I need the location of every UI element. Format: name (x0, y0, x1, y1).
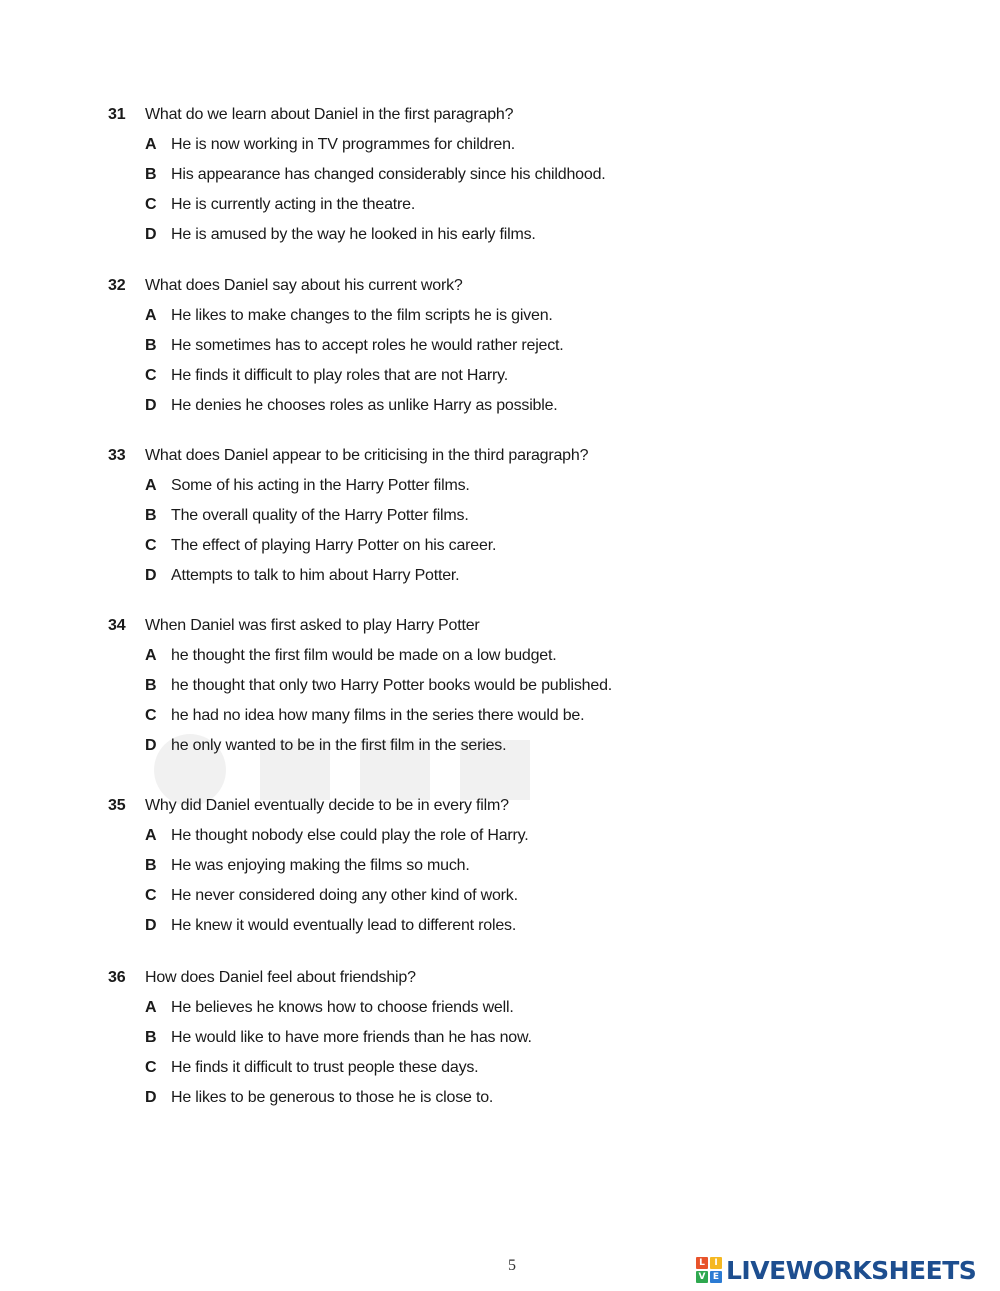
option-text: Some of his acting in the Harry Potter films. (171, 477, 470, 494)
option-text: The overall quality of the Harry Potter films. (171, 507, 469, 524)
option-text: He is amused by the way he looked in his early films. (171, 226, 536, 243)
option-b[interactable] (108, 166, 868, 196)
question-text: What does Daniel say about his current work? (145, 277, 463, 294)
option-c[interactable] (108, 1059, 868, 1089)
option-text: He was enjoying making the films so much. (171, 857, 470, 874)
option-letter: A (145, 647, 157, 664)
question-number: 36 (108, 969, 126, 986)
question-31 (108, 106, 868, 256)
option-text: he only wanted to be in the first film in the series. (171, 737, 507, 754)
option-b[interactable] (108, 1029, 868, 1059)
option-letter: B (145, 677, 157, 694)
option-letter: B (145, 1029, 157, 1046)
option-a[interactable] (108, 999, 868, 1029)
option-text: He would like to have more friends than he has now. (171, 1029, 532, 1046)
option-letter: C (145, 887, 157, 904)
option-b[interactable] (108, 507, 868, 537)
option-c[interactable] (108, 367, 868, 397)
question-text: What do we learn about Daniel in the first paragraph? (145, 106, 514, 123)
question-text: What does Daniel appear to be criticising in the third paragraph? (145, 447, 589, 464)
option-d[interactable] (108, 737, 868, 767)
question-32 (108, 277, 868, 427)
option-text: He knew it would eventually lead to different roles. (171, 917, 517, 934)
option-letter: C (145, 707, 157, 724)
option-letter: A (145, 999, 157, 1016)
option-c[interactable] (108, 707, 868, 737)
option-list (108, 136, 868, 256)
option-list (108, 647, 868, 767)
option-a[interactable] (108, 477, 868, 507)
option-letter: B (145, 166, 157, 183)
option-text: He is now working in TV programmes for children. (171, 136, 516, 153)
option-a[interactable] (108, 647, 868, 677)
question-number: 34 (108, 617, 126, 634)
option-text: He thought nobody else could play the role of Harry. (171, 827, 529, 844)
option-letter: C (145, 196, 157, 213)
question-number: 33 (108, 447, 126, 464)
option-text: He never considered doing any other kind of work. (171, 887, 518, 904)
option-text: His appearance has changed considerably since his childhood. (171, 166, 606, 183)
option-d[interactable] (108, 567, 868, 597)
option-letter: D (145, 226, 157, 243)
question-number: 31 (108, 106, 126, 123)
question-stem (108, 277, 868, 307)
option-text: The effect of playing Harry Potter on his career. (171, 537, 497, 554)
option-a[interactable] (108, 307, 868, 337)
option-letter: A (145, 827, 157, 844)
option-letter: D (145, 1089, 157, 1106)
option-list (108, 999, 868, 1119)
liveworksheets-logo-icon (696, 1257, 722, 1283)
option-letter: C (145, 1059, 157, 1076)
option-d[interactable] (108, 917, 868, 947)
option-text: He likes to be generous to those he is close to. (171, 1089, 494, 1106)
option-letter: B (145, 337, 157, 354)
option-text: Attempts to talk to him about Harry Potter. (171, 567, 460, 584)
question-text: How does Daniel feel about friendship? (145, 969, 416, 986)
option-text: He sometimes has to accept roles he would rather reject. (171, 337, 564, 354)
option-letter: D (145, 567, 157, 584)
brand-name: LIVEWORKSHEETS (726, 1255, 977, 1285)
question-stem (108, 797, 868, 827)
question-number: 35 (108, 797, 126, 814)
option-list (108, 477, 868, 597)
question-stem (108, 969, 868, 999)
option-b[interactable] (108, 337, 868, 367)
option-letter: C (145, 367, 157, 384)
option-text: he had no idea how many films in the series there would be. (171, 707, 585, 724)
option-letter: D (145, 397, 157, 414)
logo-tile-l: L (696, 1257, 708, 1269)
option-letter: A (145, 477, 157, 494)
option-text: He finds it difficult to trust people these days. (171, 1059, 479, 1076)
option-letter: C (145, 537, 157, 554)
option-letter: A (145, 136, 157, 153)
question-text: When Daniel was first asked to play Harry Potter (145, 617, 480, 634)
option-text: He finds it difficult to play roles that are not Harry. (171, 367, 509, 384)
question-33 (108, 447, 868, 597)
option-b[interactable] (108, 857, 868, 887)
question-text: Why did Daniel eventually decide to be in every film? (145, 797, 509, 814)
option-letter: B (145, 507, 157, 524)
question-35 (108, 797, 868, 947)
question-number: 32 (108, 277, 126, 294)
question-stem (108, 617, 868, 647)
option-letter: A (145, 307, 157, 324)
option-letter: D (145, 737, 157, 754)
option-d[interactable] (108, 226, 868, 256)
option-a[interactable] (108, 136, 868, 166)
question-34 (108, 617, 868, 767)
question-stem (108, 447, 868, 477)
option-letter: D (145, 917, 157, 934)
page-number: 5 (508, 1257, 516, 1274)
option-text: He likes to make changes to the film scripts he is given. (171, 307, 553, 324)
option-c[interactable] (108, 196, 868, 226)
option-d[interactable] (108, 397, 868, 427)
option-a[interactable] (108, 827, 868, 857)
logo-tile-i: I (710, 1257, 722, 1269)
option-b[interactable] (108, 677, 868, 707)
option-c[interactable] (108, 887, 868, 917)
option-text: He is currently acting in the theatre. (171, 196, 416, 213)
option-text: he thought that only two Harry Potter books would be published. (171, 677, 613, 694)
option-letter: B (145, 857, 157, 874)
option-list (108, 307, 868, 427)
question-stem (108, 106, 868, 136)
option-text: he thought the first film would be made on a low budget. (171, 647, 557, 664)
option-list (108, 827, 868, 947)
option-c[interactable] (108, 537, 868, 567)
logo-tile-e: E (710, 1271, 722, 1283)
option-text: He denies he chooses roles as unlike Harry as possible. (171, 397, 558, 414)
option-text: He believes he knows how to choose friends well. (171, 999, 514, 1016)
option-d[interactable] (108, 1089, 868, 1119)
logo-tile-v: V (696, 1271, 708, 1283)
question-36 (108, 969, 868, 1119)
liveworksheets-logo[interactable] (696, 1252, 976, 1288)
